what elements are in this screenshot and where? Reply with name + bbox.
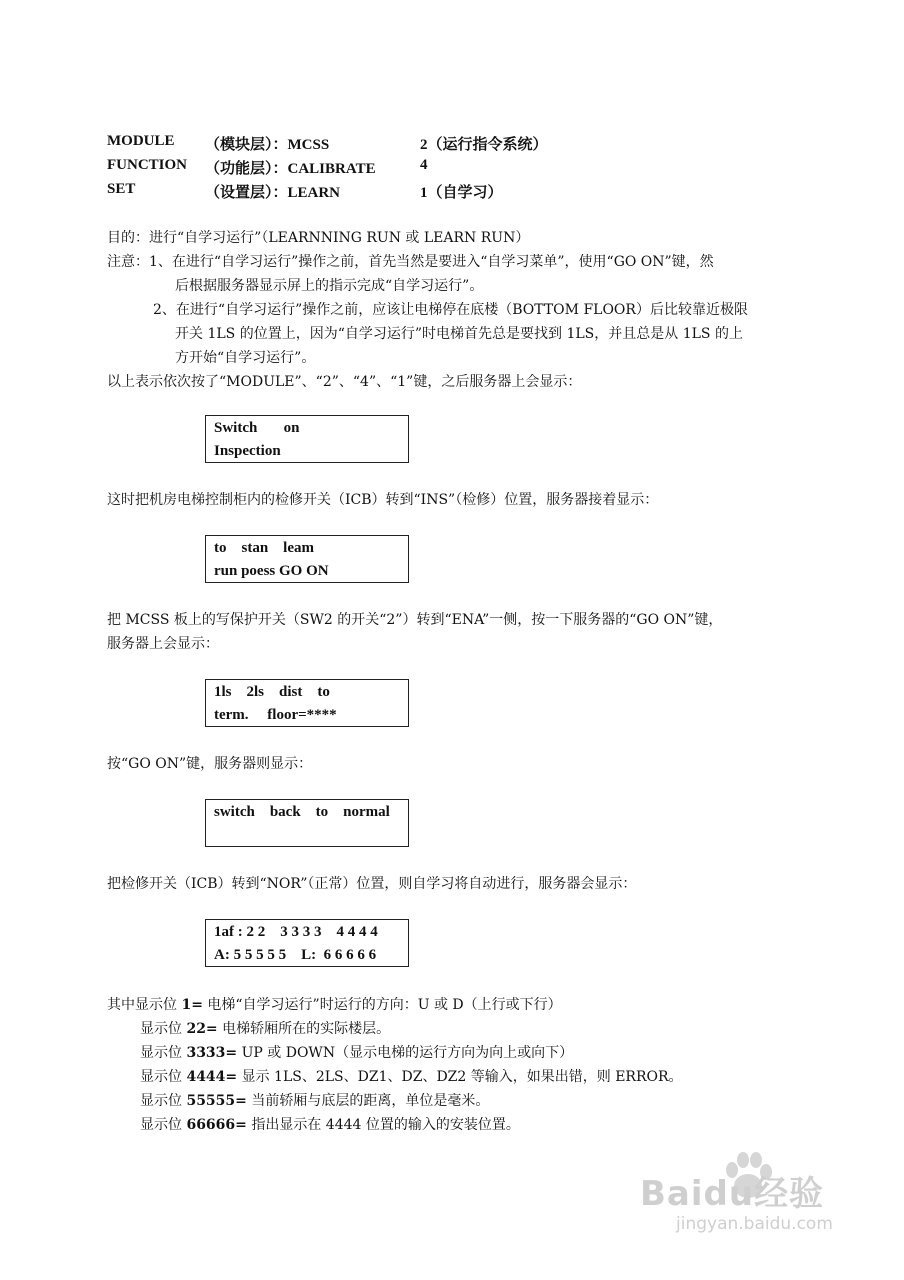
- display-2-line-1: to stan leam: [214, 540, 314, 556]
- header-function-layer: （功能层）：CALIBRATE: [205, 161, 376, 177]
- display-1-line-2: Inspection: [214, 443, 281, 459]
- step4-line: 按“GO ON”键，服务器则显示：: [107, 756, 313, 772]
- header-function-key: FUNCTION: [107, 157, 188, 173]
- step2-line: 这时把机房电梯控制柜内的检修开关（ICB）转到“INS”（检修）位置，服务器接着显示：: [107, 492, 659, 508]
- legend-item: [140, 1113, 520, 1137]
- display-box-3: [205, 679, 409, 727]
- legend-code: 55555=: [186, 1093, 247, 1109]
- legend-code: 22=: [186, 1021, 218, 1037]
- legend-prefix: 显示位: [140, 1069, 187, 1085]
- legend-code: 66666=: [186, 1117, 247, 1133]
- step3-line-a: 把 MCSS 板上的写保护开关（SW2 的开关“2”）转到“ENA”一侧，按一下服务器的“GO ON”键，: [107, 612, 723, 628]
- header-set-value: 1（自学习）: [420, 185, 503, 201]
- legend-text: 当前轿厢与底层的距离，单位是毫米。: [246, 1093, 490, 1109]
- legend-prefix: 显示位: [140, 1045, 187, 1061]
- legend-item: [140, 1065, 683, 1089]
- header-function-value: 4: [420, 157, 428, 173]
- header-module-key: MODULE: [107, 133, 175, 149]
- header-module-value: 2（运行指令系统）: [420, 137, 548, 153]
- display-4-line-1: switch back to normal: [214, 804, 390, 820]
- display-box-4: [205, 799, 409, 847]
- legend-item: [140, 1089, 489, 1113]
- display-1-line-1: Switch on: [214, 420, 300, 436]
- note2-line-a: 2、在进行“自学习运行”操作之前，应该让电梯停在底楼（BOTTOM FLOOR）后比较靠近极限: [153, 302, 748, 318]
- note1-line-a: 注意：1、在进行“自学习运行”操作之前，首先当然是要进入“自学习菜单”，使用“GO ON”键，然: [107, 254, 714, 270]
- legend-text: 电梯轿厢所在的实际楼层。: [217, 1021, 391, 1037]
- note1-line-b: 后根据服务器显示屏上的指示完成“自学习运行”。: [175, 278, 484, 294]
- legend-prefix: 显示位: [140, 1093, 187, 1109]
- header-set-layer: （设置层）：LEARN: [205, 185, 341, 201]
- note2-line-c: 方开始“自学习运行”。: [175, 350, 316, 366]
- baidu-watermark-logo: [640, 1148, 860, 1218]
- legend-text: UP 或 DOWN（显示电梯的运行方向为向上或向下）: [237, 1045, 574, 1061]
- display-5-line-2: A: 5 5 5 5 5 L: 6 6 6 6 6: [214, 947, 377, 963]
- display-box-2: [205, 535, 409, 583]
- header-module-layer: （模块层）：MCSS: [205, 137, 330, 153]
- display-5-line-1: 1af : 2 2 3 3 3 3 4 4 4 4: [214, 924, 378, 940]
- note2-line-b: 开关 1LS 的位置上，因为“自学习运行”时电梯首先总是要找到 1LS，并且总是从 1LS 的上: [175, 326, 743, 342]
- legend-code: 4444=: [186, 1069, 238, 1085]
- legend-prefix: 显示位: [140, 1021, 187, 1037]
- display-3-line-2: term. floor=****: [214, 707, 337, 723]
- display-3-line-1: 1ls 2ls dist to: [214, 684, 330, 700]
- legend-item: [140, 1041, 573, 1065]
- step3-line-b: 服务器上会显示：: [107, 636, 219, 652]
- watermark-url: jingyan.baidu.com: [676, 1214, 833, 1234]
- legend-text: 电梯“自学习运行”时运行的方向：U 或 D（上行或下行）: [202, 997, 562, 1013]
- legend-code: 3333=: [186, 1045, 238, 1061]
- legend-prefix: 其中显示位: [107, 997, 182, 1013]
- display-box-1: [205, 415, 409, 463]
- step5-line: 把检修开关（ICB）转到“NOR”（正常）位置，则自学习将自动进行，服务器会显示：: [107, 876, 637, 892]
- watermark-brand: Baidu经验: [640, 1174, 825, 1214]
- legend-text: 显示 1LS、2LS、DZ1、DZ、DZ2 等输入，如果出错，则 ERROR。: [237, 1069, 683, 1085]
- purpose-line: 目的：进行“自学习运行”（LEARNNING RUN 或 LEARN RUN）: [107, 230, 530, 246]
- display-2-line-2: run poess GO ON: [214, 563, 329, 579]
- legend-code: 1=: [181, 997, 203, 1013]
- legend-item: [140, 1017, 390, 1041]
- legend-text: 指出显示在 4444 位置的输入的安装位置。: [246, 1117, 520, 1133]
- legend-prefix: 显示位: [140, 1117, 187, 1133]
- display-box-5: [205, 919, 409, 967]
- legend-item: [107, 993, 562, 1017]
- header-set-key: SET: [107, 181, 136, 197]
- keys-line: 以上表示依次按了“MODULE”、“2”、“4”、“1”键，之后服务器上会显示：: [107, 374, 582, 390]
